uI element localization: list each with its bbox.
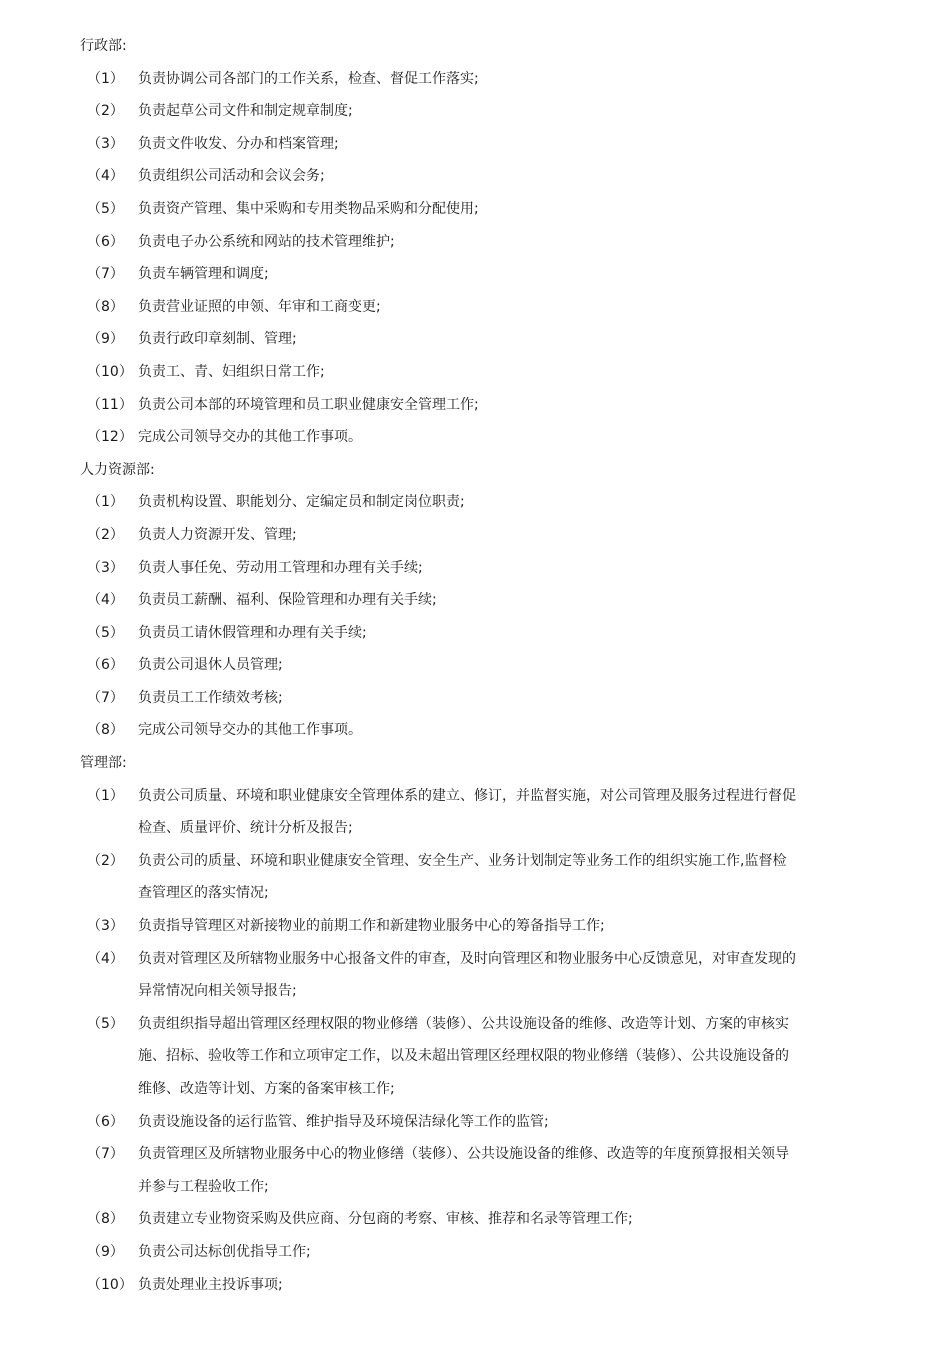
list-item xyxy=(80,682,800,715)
list-item xyxy=(80,291,800,324)
list-item xyxy=(80,95,800,128)
section-heading: 行政部: xyxy=(80,38,127,54)
list-item xyxy=(80,1236,800,1269)
item-text: 负责协调公司各部门的工作关系，检查、督促工作落实; xyxy=(138,70,479,87)
item-text: 负责公司质量、环境和职业健康安全管理体系的建立、修订，并监督实施，对公司管理及服务过程进行督促检查、质量评价、统计分析及报告; xyxy=(138,787,796,837)
item-number: （9） xyxy=(87,331,124,348)
list-item xyxy=(80,193,800,226)
list-item xyxy=(80,486,800,519)
list-item xyxy=(80,389,800,422)
item-text: 负责公司退休人员管理; xyxy=(138,657,283,674)
item-number: （9） xyxy=(87,1243,124,1260)
item-number: （5） xyxy=(87,1015,124,1032)
list-item xyxy=(80,1138,800,1203)
item-text: 负责指导管理区对新接物业的前期工作和新建物业服务中心的筹备指导工作; xyxy=(138,918,605,935)
item-text: 负责工、青、妇组织日常工作; xyxy=(138,363,325,380)
item-number: （5） xyxy=(87,624,124,641)
item-number: （6） xyxy=(87,657,124,674)
list-item xyxy=(80,128,800,161)
item-text: 负责处理业主投诉事项; xyxy=(138,1276,283,1293)
list-item xyxy=(80,160,800,193)
item-number: （3） xyxy=(87,918,124,935)
item-text: 完成公司领导交办的其他工作事项。 xyxy=(138,722,362,739)
item-number: （1） xyxy=(87,70,124,87)
item-number: （3） xyxy=(87,135,124,152)
item-number: （8） xyxy=(87,1211,124,1228)
list-item xyxy=(80,584,800,617)
item-text: 负责对管理区及所辖物业服务中心报备文件的审查，及时向管理区和物业服务中心反馈意见，对审查发现的异常情况向相关领导报告; xyxy=(138,950,796,1000)
list-item xyxy=(80,421,800,454)
item-text: 负责管理区及所辖物业服务中心的物业修缮（装修）、公共设施设备的维修、改造等的年度预算报相关领导并参与工程验收工作; xyxy=(138,1146,789,1195)
item-text: 负责公司达标创优指导工作; xyxy=(138,1243,311,1260)
item-number: （10） xyxy=(87,1276,133,1293)
item-number: （4） xyxy=(87,168,124,185)
section-heading: 管理部: xyxy=(80,755,127,772)
section-admin xyxy=(80,30,800,454)
list-item xyxy=(80,1203,800,1236)
item-number: （2） xyxy=(87,526,124,543)
item-text: 完成公司领导交办的其他工作事项。 xyxy=(138,429,362,446)
item-number: （1） xyxy=(87,787,124,804)
item-text: 负责组织公司活动和会议会务; xyxy=(138,168,325,185)
item-text: 负责员工薪酬、福利、保险管理和办理有关手续; xyxy=(138,592,437,609)
item-text: 负责起草公司文件和制定规章制度; xyxy=(138,103,353,120)
list-item xyxy=(80,845,800,910)
item-text: 负责行政印章刻制、管理; xyxy=(138,331,297,348)
list-item xyxy=(80,1106,800,1139)
item-text: 负责人事任免、劳动用工管理和办理有关手续; xyxy=(138,559,423,576)
list-item xyxy=(80,649,800,682)
item-text: 负责设施设备的运行监管、维护指导及环境保洁绿化等工作的监管; xyxy=(138,1113,549,1130)
list-item xyxy=(80,617,800,650)
item-text: 负责组织指导超出管理区经理权限的物业修缮（装修）、公共设施设备的维修、改造等计划、方案的审核实施、招标、验收等工作和立项审定工作，以及未超出管理区经理权限的物业修缮（装修）、公共设施设备的维修、改造等计划、方案的备案审核工作; xyxy=(138,1015,789,1097)
list-item xyxy=(80,63,800,96)
item-number: （7） xyxy=(87,266,124,283)
item-text: 负责公司的质量、环境和职业健康安全管理、安全生产、业务计划制定等业务工作的组织实施工作,监督检查管理区的落实情况; xyxy=(138,852,787,902)
item-number: （6） xyxy=(87,233,124,250)
item-text: 负责建立专业物资采购及供应商、分包商的考察、审核、推荐和名录等管理工作; xyxy=(138,1211,633,1228)
item-number: （2） xyxy=(87,103,124,120)
list-item xyxy=(80,226,800,259)
list-item xyxy=(80,1269,800,1302)
list-item xyxy=(80,910,800,943)
item-text: 负责机构设置、职能划分、定编定员和制定岗位职责; xyxy=(138,494,465,511)
item-number: （4） xyxy=(87,592,124,609)
item-number: （1） xyxy=(87,494,124,511)
item-text: 负责营业证照的申领、年审和工商变更; xyxy=(138,298,381,315)
item-text: 负责电子办公系统和网站的技术管理维护; xyxy=(138,233,395,250)
item-number: （8） xyxy=(87,722,124,739)
list-item xyxy=(80,780,800,845)
list-item xyxy=(80,1008,800,1106)
item-number: （8） xyxy=(87,298,124,315)
item-number: （5） xyxy=(87,200,124,217)
document-body xyxy=(80,30,800,1301)
list-item xyxy=(80,519,800,552)
item-number: （11） xyxy=(87,396,133,413)
list-item xyxy=(80,356,800,389)
item-text: 负责车辆管理和调度; xyxy=(138,266,269,283)
list-item xyxy=(80,552,800,585)
item-number: （3） xyxy=(87,559,124,576)
item-number: （10） xyxy=(87,363,133,380)
list-item xyxy=(80,323,800,356)
section-management xyxy=(80,747,800,1301)
item-number: （4） xyxy=(87,950,124,967)
item-number: （7） xyxy=(87,689,124,706)
item-number: （6） xyxy=(87,1113,124,1130)
item-number: （7） xyxy=(87,1146,124,1163)
list-item xyxy=(80,943,800,1008)
item-text: 负责员工工作绩效考核; xyxy=(138,689,283,706)
item-text: 负责文件收发、分办和档案管理; xyxy=(138,135,339,152)
item-text: 负责员工请休假管理和办理有关手续; xyxy=(138,624,367,641)
item-number: （2） xyxy=(87,852,124,869)
section-hr xyxy=(80,454,800,747)
list-item xyxy=(80,714,800,747)
section-heading: 人力资源部: xyxy=(80,461,155,478)
item-text: 负责人力资源开发、管理; xyxy=(138,526,297,543)
item-text: 负责公司本部的环境管理和员工职业健康安全管理工作; xyxy=(138,396,479,413)
item-text: 负责资产管理、集中采购和专用类物品采购和分配使用; xyxy=(138,200,479,217)
list-item xyxy=(80,258,800,291)
item-number: （12） xyxy=(87,429,133,446)
